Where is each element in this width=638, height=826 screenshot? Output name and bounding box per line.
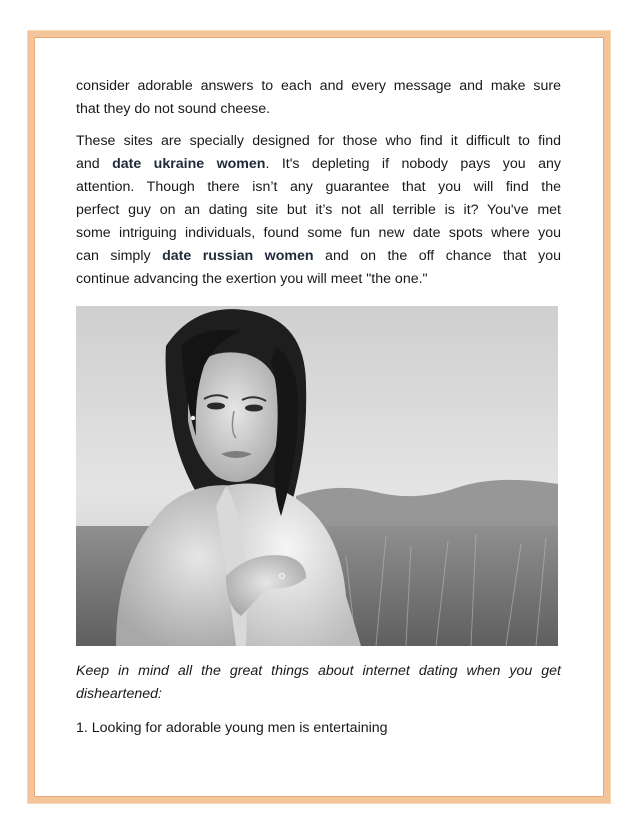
paragraph-line: consider adorable answers to each and every message and make sure [76,78,561,94]
paragraph-line: continue advancing the exertion you will meet "the one." [76,271,428,287]
text-fragment: and [76,156,113,172]
paragraph-line: that they do not sound cheese. [76,101,271,117]
paragraph-intro [76,75,561,121]
photo-image [76,306,558,646]
paragraph-line: attention. Though there isn’t any guarantee that you will find the [76,179,561,195]
paragraph-sites [76,130,561,291]
paragraph-line: These sites are specially designed for those who find it difficult to find [76,133,561,149]
paragraph-line: disheartened: [76,686,162,702]
paragraph-line [76,245,561,268]
paragraph-keep-in-mind [76,660,561,706]
link-date-russian-women[interactable]: date russian women [162,248,314,264]
link-date-ukraine-women[interactable]: date ukraine women [112,156,266,172]
woman-portrait-photo [76,306,558,646]
list-item: 1. Looking for adorable young men is entertaining [76,720,388,736]
paragraph-line [76,153,561,176]
text-fragment: can simply [76,248,163,264]
paragraph-line: some intriguing individuals, found some fun new date spots where you [76,225,561,241]
paragraph-line: Keep in mind all the great things about internet dating when you get [76,663,561,679]
paragraph-line: perfect guy on an dating site but it’s not all terrible is it? You've met [76,202,561,218]
text-fragment: and on the off chance that you [313,248,561,264]
text-fragment: . It's depleting if nobody pays you any [265,156,561,172]
